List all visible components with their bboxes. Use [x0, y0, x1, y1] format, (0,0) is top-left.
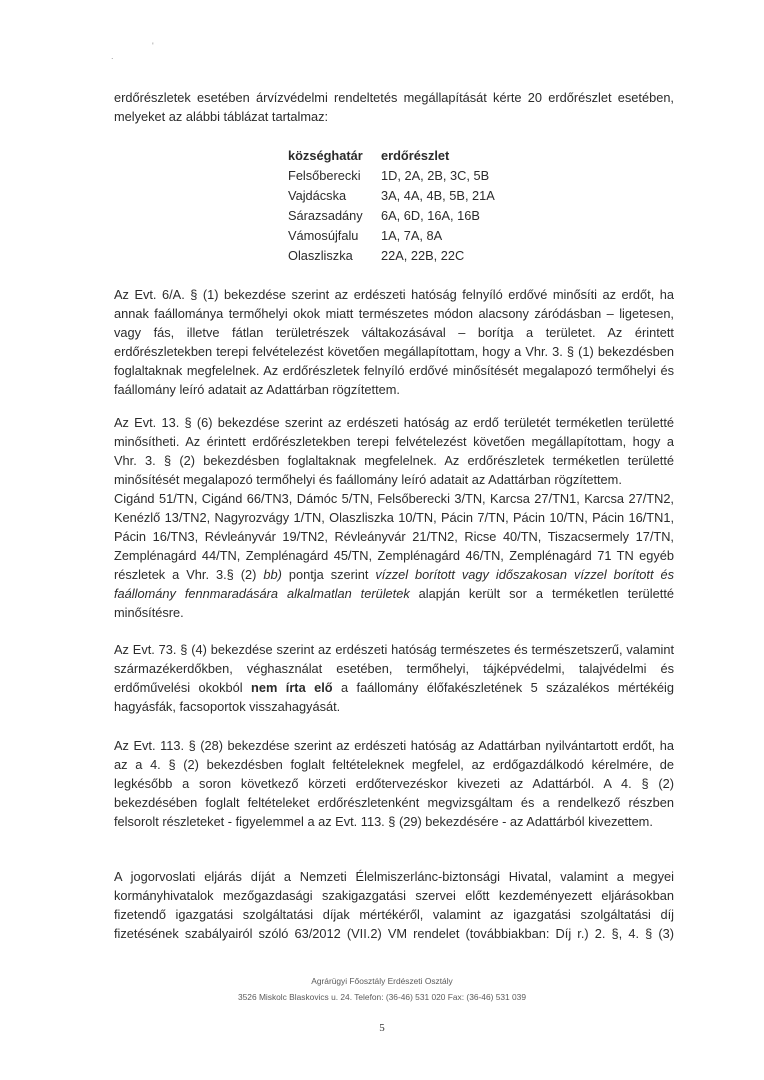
text-line: felsorolt részleteket - figyelemmel a az Evt. 113. § (29) bekezdésére - az Adattárból kivezettem. — [114, 814, 653, 829]
text-line: kormányhivatalok mezőgazdasági szakigazgatási szervei előtt kezdeményezett eljárásokban — [114, 888, 674, 903]
text-line: annak faállománya termőhelyi okok miatt természetes módon alacsony záródásban – ligetesen, — [114, 306, 674, 321]
paragraph-evt-73 — [114, 640, 674, 716]
text-line — [114, 565, 674, 584]
text-fragment: részletek a Vhr. 3.§ (2) — [114, 567, 264, 582]
footer-department: Agrárügyi Főosztály Erdészeti Osztály — [311, 976, 453, 986]
paragraph-jogorvoslat — [114, 867, 674, 943]
table-row — [288, 186, 531, 206]
italic-text: faállomány fennmaradására alkalmatlan területek — [114, 586, 410, 601]
text-fragment: pontja szerint — [281, 567, 376, 582]
italic-text: bb) — [263, 567, 282, 582]
paragraph-evt-113 — [114, 736, 674, 831]
table-cell: 22A, 22B, 22C — [381, 248, 465, 263]
text-line: erdőrészletekben terepi felvételezést követően megállapítottam, hogy a Vhr. 3. § (1) bekezdésben — [114, 344, 674, 359]
text-line: fizetésének szabályairól szóló 63/2012 (VII.2) VM rendelet (továbbiakban: Díj r.) 2. §, 4. § (3) — [114, 926, 674, 941]
table-row — [288, 226, 531, 246]
text-line: fizetendő igazgatási szolgáltatási díjak mértékéről, valamint az igazgatási szolgáltatási díj — [114, 907, 674, 922]
text-line: minősítheti. Az érintett erdőrészletekben terepi felvételezést követően megállapítottam, hogy a — [114, 434, 674, 449]
text-line: Az Evt. 113. § (28) bekezdése szerint az erdészeti hatóság az Adattárban nyilvántartott erdőt, ha — [114, 738, 674, 753]
text-fragment: erdőművelési okokból — [114, 680, 252, 695]
text-line: A jogorvoslati eljárás díját a Nemzeti Élelmiszerlánc-biztonsági Hivatal, valamint a megyei — [114, 869, 674, 884]
table-cell: Olaszliszka — [288, 248, 353, 263]
table-cell: Sárazsadány — [288, 208, 363, 223]
italic-text: vízzel borított vagy időszakosan vízzel borított és — [375, 567, 674, 582]
table-cell: 1A, 7A, 8A — [381, 228, 443, 243]
text-line: Kenézlő 13/TN2, Nagyrozvágy 1/TN, Olaszliszka 10/TN, Pácin 7/TN, Pácin 10/TN, Pácin 16/TN1, — [114, 510, 674, 525]
intro-paragraph — [114, 88, 674, 126]
text-line: melyeket az alábbi táblázat tartalmaz: — [114, 109, 329, 124]
text-line: Pácin 16/TN3, Révleányvár 19/TN2, Révleányvár 21/TN2, Ricse 40/TN, Tiszacsermely 17/TN, — [114, 529, 674, 544]
table-row — [288, 246, 531, 266]
footer-address: 3526 Miskolc Blaskovics u. 24. Telefon: (36-46) 531 020 Fax: (36-46) 531 039 — [237, 992, 526, 1002]
text-line: erdőrészletek esetében árvízvédelmi rendeltetés megállapítását kérte 20 erdőrészlet esetében, — [114, 90, 674, 105]
text-line: hagyásfák, facsoportok visszahagyását. — [114, 699, 341, 714]
text-line — [114, 584, 674, 603]
bold-text: nem írta elő — [251, 680, 333, 695]
table-cell: 3A, 4A, 4B, 5B, 21A — [381, 188, 495, 203]
table-cell: Vámosújfalu — [288, 228, 359, 243]
header-erdoreszlet: erdőrészlet — [381, 148, 450, 163]
text-line: Vhr. 3. § (2) bekezdésben foglaltaknak megfelelnek. Az erdőrészletek terméketlen területté — [114, 453, 674, 468]
text-line: Az Evt. 6/A. § (1) bekezdése szerint az erdészeti hatóság felnyíló erdővé minősíti az erdőt, ha — [114, 287, 674, 302]
text-line — [114, 678, 674, 697]
table-cell: 1D, 2A, 2B, 3C, 5B — [381, 168, 490, 183]
page-number: 5 — [379, 1022, 385, 1034]
text-line: legkésőbb a soron következő körzeti erdőtervezéskor kivezeti az Adattárból. A 4. § (2) — [114, 776, 674, 791]
text-line: bekezdésében foglalt feltételeket erdőrészletenként megvizsgáltam és a rendelkező részben — [114, 795, 674, 810]
text-line: Az Evt. 13. § (6) bekezdése szerint az erdészeti hatóság az erdő területét terméketlen területté — [114, 415, 674, 430]
table-cell: Vajdácska — [288, 188, 347, 203]
text-line: minősítésre. — [114, 605, 184, 620]
text-line: vagy fás, illetve fátlan területrészek váltakozásával – borítja a területet. Az érintett — [114, 325, 674, 340]
text-line: származékerdőkben, véghasználat esetében, termőhelyi, tájképvédelmi, talajvédelmi és — [114, 661, 674, 676]
text-line: Az Evt. 73. § (4) bekezdése szerint az erdészeti hatóság természetes és természetszerű, valamint — [114, 642, 674, 657]
table-row — [288, 206, 531, 226]
forest-table — [288, 146, 531, 266]
scan-speck: . — [111, 51, 114, 61]
table-cell: 6A, 6D, 16A, 16B — [381, 208, 480, 223]
text-line: az a 4. § (2) bekezdésben foglalt feltételeknek megfelel, az erdőgazdálkodó kérelmére, de — [114, 757, 674, 772]
header-kozseghatar: községhatár — [288, 148, 363, 163]
table-cell: Felsőberecki — [288, 168, 361, 183]
text-line: Zemplénagárd 44/TN, Zemplénagárd 45/TN, Zemplénagárd 46/TN, Zemplénagárd 71 TN egyéb — [114, 548, 674, 563]
text-fragment: alapján került sor a terméketlen területté — [409, 586, 674, 601]
text-line: faállomány leíró adatait az Adattárban rögzítettem. — [114, 382, 400, 397]
paragraph-evt-13 — [114, 413, 674, 622]
scan-speck: ' — [152, 41, 154, 51]
text-line: Cigánd 51/TN, Cigánd 66/TN3, Dámóc 5/TN, Felsőberecki 3/TN, Karcsa 27/TN1, Karcsa 27/TN2, — [114, 491, 674, 506]
text-line: foglaltaknak megfelelnek. Az erdőrészletek felnyíló erdővé minősítését megalapozó termőhelyi és — [114, 363, 674, 378]
table-row — [288, 166, 531, 186]
table-header — [288, 146, 531, 166]
paragraph-evt-6a — [114, 285, 674, 399]
text-line: minősítését megalapozó termőhelyi és faállomány leíró adatait az Adattárban rögzítettem. — [114, 472, 622, 487]
text-fragment: a faállomány élőfakészletének 5 százalékos mértékéig — [332, 680, 674, 695]
